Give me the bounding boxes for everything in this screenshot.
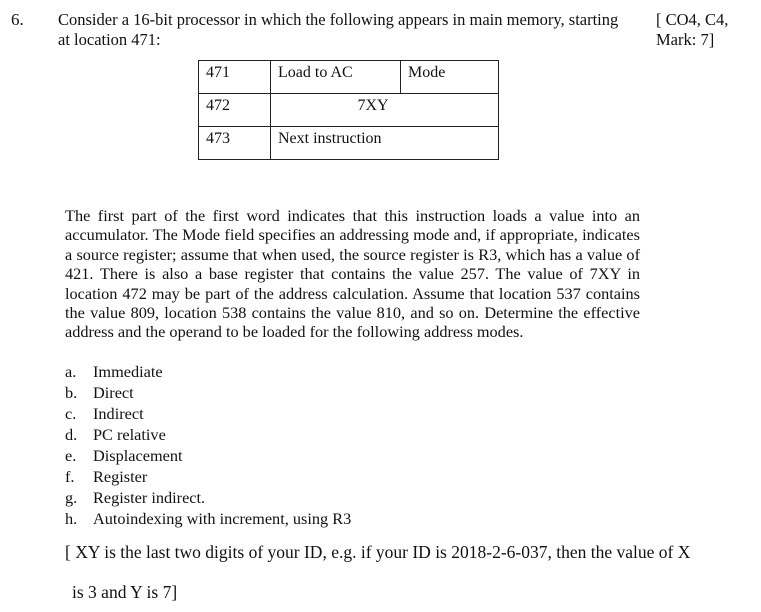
memory-row-472 xyxy=(199,94,499,127)
mode-text: Autoindexing with increment, using R3 xyxy=(93,509,352,528)
question-intro-line2: at location 471: xyxy=(58,30,161,49)
list-item xyxy=(65,466,351,487)
marks-line1: [ CO4, C4, xyxy=(656,10,729,29)
memory-mode: Mode xyxy=(401,61,499,94)
address-modes-list xyxy=(65,361,351,529)
mode-letter: g. xyxy=(65,488,78,507)
mode-text: Direct xyxy=(93,383,134,402)
memory-address: 473 xyxy=(199,127,271,160)
mode-letter: h. xyxy=(65,509,78,528)
memory-address: 472 xyxy=(199,94,271,127)
question-intro-line1: Consider a 16-bit processor in which the following appears in main memory, starting xyxy=(58,10,619,29)
memory-content: 7XY xyxy=(271,94,499,127)
list-item xyxy=(65,508,351,529)
memory-row-473 xyxy=(199,127,499,160)
mode-letter: f. xyxy=(65,467,75,486)
memory-row-471 xyxy=(199,61,499,94)
marks-info xyxy=(656,10,756,50)
list-item xyxy=(65,361,351,382)
id-note-line1: [ XY is the last two digits of your ID, e.g. if your ID is 2018-2-6-037, then the value of X xyxy=(65,542,691,562)
mode-text: PC relative xyxy=(93,425,166,444)
mode-letter: c. xyxy=(65,404,77,423)
mode-text: Register indirect. xyxy=(93,488,206,507)
memory-table xyxy=(198,60,499,160)
memory-content: Load to AC xyxy=(271,61,401,94)
mode-text: Displacement xyxy=(93,446,183,465)
question-number: 6. xyxy=(11,10,24,29)
list-item xyxy=(65,424,351,445)
list-item xyxy=(65,403,351,424)
list-item xyxy=(65,487,351,508)
mode-letter: a. xyxy=(65,362,77,381)
mode-letter: b. xyxy=(65,383,78,402)
mode-text: Indirect xyxy=(93,404,144,423)
mode-letter: e. xyxy=(65,446,77,465)
mode-text: Register xyxy=(93,467,148,486)
instruction-paragraph: The first part of the first word indicates that this instruction loads a value into an accumulator. The Mode field specifies an addressing mode and, if appropriate, indicates a source register; assume that when used, the source register is R3, which has a value of 421. There is also a base register that contains the value 257. The value of 7XY in location 472 may be part of the address calculation. Assume that location 537 contains the value 809, location 538 contains the value 810, and so on. Determine the effective address and the operand to be loaded for the following address modes. xyxy=(65,206,640,342)
memory-content: Next instruction xyxy=(271,127,499,160)
list-item xyxy=(65,382,351,403)
memory-address: 471 xyxy=(199,61,271,94)
mode-letter: d. xyxy=(65,425,78,444)
question-intro xyxy=(58,10,648,50)
list-item xyxy=(65,445,351,466)
mode-text: Immediate xyxy=(93,362,163,381)
marks-line2: Mark: 7] xyxy=(656,30,715,49)
id-note-line2: is 3 and Y is 7] xyxy=(72,582,178,602)
